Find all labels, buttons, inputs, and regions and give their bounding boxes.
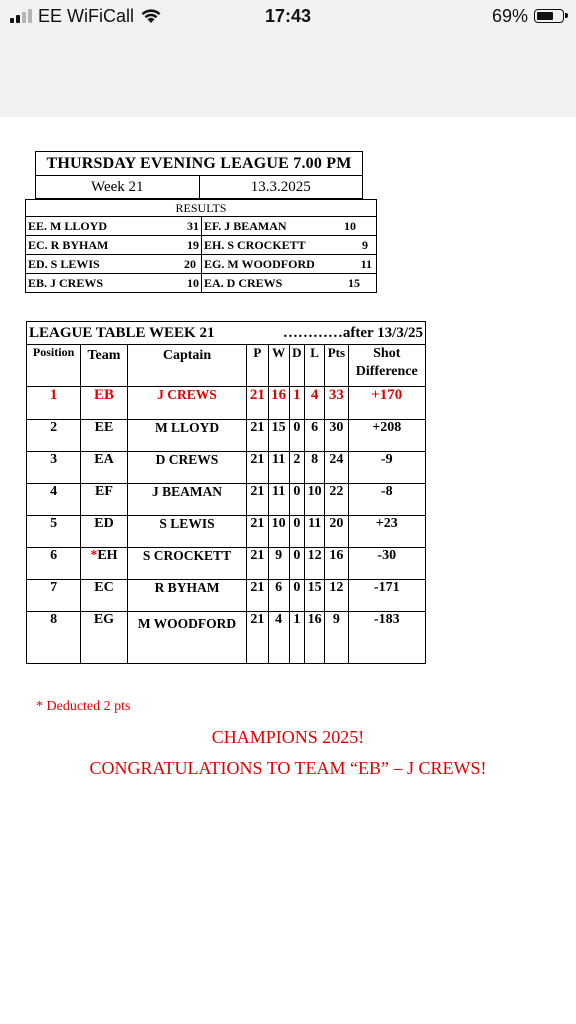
cell-team: *EH — [81, 548, 128, 580]
cell-diff: +208 — [348, 420, 425, 452]
standings — [27, 345, 425, 663]
cell-p: 21 — [247, 484, 268, 516]
col-l: L — [304, 345, 324, 387]
cell-captain: S LEWIS — [127, 516, 247, 548]
cell-d: 0 — [289, 516, 304, 548]
table-row — [27, 484, 425, 516]
cell-captain: D CREWS — [127, 452, 247, 484]
result-score: 10 — [344, 219, 356, 233]
cell-team: EC — [81, 580, 128, 612]
cell-w: 4 — [268, 612, 289, 663]
col-shot-diff — [348, 345, 425, 387]
cell-diff: -171 — [348, 580, 425, 612]
result-row — [26, 254, 376, 273]
col-w: W — [268, 345, 289, 387]
league-table-after: …………after 13/3/25 — [282, 325, 423, 341]
deduction-note: * Deducted 2 pts — [36, 699, 131, 714]
result-team: ED. S LEWIS — [28, 257, 100, 271]
result-score: 9 — [362, 238, 368, 252]
cell-p: 21 — [247, 516, 268, 548]
cell-diff: +23 — [348, 516, 425, 548]
header-week-date — [36, 176, 362, 198]
cell-pos: 6 — [27, 548, 81, 580]
cell-pos: 7 — [27, 580, 81, 612]
results-table — [25, 199, 377, 293]
cell-pos: 8 — [27, 612, 81, 663]
col-pts: Pts — [325, 345, 348, 387]
cell-pos: 4 — [27, 484, 81, 516]
table-row — [27, 580, 425, 612]
cell-d: 0 — [289, 484, 304, 516]
result-team: EC. R BYHAM — [28, 238, 109, 252]
status-right — [492, 5, 564, 27]
result-score: 19 — [187, 238, 199, 252]
table-row — [27, 612, 425, 663]
cell-d: 0 — [289, 420, 304, 452]
col-team: Team — [81, 345, 128, 387]
cell-diff: -30 — [348, 548, 425, 580]
result-team: EH. S CROCKETT — [204, 238, 306, 252]
clock: 17:43 — [264, 6, 312, 26]
cell-pos: 1 — [27, 387, 81, 420]
cell-p: 21 — [247, 387, 268, 420]
cell-w: 16 — [268, 387, 289, 420]
result-team: EB. J CREWS — [28, 276, 104, 290]
league-header — [35, 151, 363, 199]
result-score: 31 — [187, 219, 199, 233]
cell-pos: 5 — [27, 516, 81, 548]
cell-team: EE — [81, 420, 128, 452]
result-row — [26, 235, 376, 254]
cell-w: 15 — [268, 420, 289, 452]
cell-pos: 2 — [27, 420, 81, 452]
results-title: RESULTS — [26, 200, 376, 217]
cell-p: 21 — [247, 420, 268, 452]
cell-l: 11 — [304, 516, 324, 548]
cell-l: 8 — [304, 452, 324, 484]
col-shot-line2: Difference — [355, 364, 418, 379]
col-shot-line1: Shot — [373, 346, 401, 361]
cell-p: 21 — [247, 452, 268, 484]
battery-percent: 69% — [491, 5, 528, 26]
cell-diff: -183 — [348, 612, 425, 663]
cell-w: 9 — [268, 548, 289, 580]
result-score: 10 — [187, 276, 199, 290]
league-table-title — [27, 322, 425, 345]
cell-diff: -9 — [348, 452, 425, 484]
cell-d: 1 — [289, 612, 304, 663]
cell-team: EA — [81, 452, 128, 484]
cell-captain: M WOODFORD — [127, 612, 247, 663]
cell-team: EG — [81, 612, 128, 663]
table-row — [27, 420, 425, 452]
cell-diff: -8 — [348, 484, 425, 516]
result-score: 15 — [348, 276, 360, 290]
date-label: 13.3.2025 — [199, 176, 363, 198]
cell-l: 6 — [304, 420, 324, 452]
cell-p: 21 — [247, 548, 268, 580]
cell-captain: J CREWS — [127, 387, 247, 420]
cell-l: 16 — [304, 612, 324, 663]
cell-d: 2 — [289, 452, 304, 484]
result-team: EG. M WOODFORD — [204, 257, 315, 271]
cell-w: 10 — [268, 516, 289, 548]
cell-w: 11 — [268, 484, 289, 516]
cell-captain: J BEAMAN — [127, 484, 247, 516]
cell-team: ED — [81, 516, 128, 548]
cell-captain: M LLOYD — [127, 420, 247, 452]
table-row — [27, 387, 425, 420]
cell-team: EB — [81, 387, 128, 420]
cell-l: 15 — [304, 580, 324, 612]
cell-p: 21 — [247, 580, 268, 612]
cell-d: 1 — [289, 387, 304, 420]
cell-d: 0 — [289, 580, 304, 612]
table-row — [27, 452, 425, 484]
cell-l: 12 — [304, 548, 324, 580]
battery-icon — [534, 9, 564, 23]
cell-w: 11 — [268, 452, 289, 484]
cell-pts: 20 — [325, 516, 348, 548]
result-row — [26, 217, 376, 235]
cell-l: 4 — [304, 387, 324, 420]
cell-pos: 3 — [27, 452, 81, 484]
col-p: P — [247, 345, 268, 387]
result-row — [26, 273, 376, 292]
cell-d: 0 — [289, 548, 304, 580]
league-title: THURSDAY EVENING LEAGUE 7.00 PM — [36, 152, 362, 176]
cell-pts: 12 — [325, 580, 348, 612]
cell-p: 21 — [247, 612, 268, 663]
table-row — [27, 516, 425, 548]
cell-l: 10 — [304, 484, 324, 516]
cell-pts: 30 — [325, 420, 348, 452]
week-label: Week 21 — [90, 179, 144, 195]
result-team: EA. D CREWS — [204, 276, 283, 290]
col-position: Position — [27, 345, 81, 387]
result-score: 11 — [360, 257, 372, 271]
cell-pts: 24 — [325, 452, 348, 484]
result-team: EE. M LLOYD — [28, 219, 108, 233]
col-captain: Captain — [127, 345, 247, 387]
league-table-heading: LEAGUE TABLE WEEK 21 — [29, 325, 215, 341]
cell-pts: 9 — [325, 612, 348, 663]
col-d: D — [289, 345, 304, 387]
cell-captain: R BYHAM — [127, 580, 247, 612]
result-score: 20 — [184, 257, 196, 271]
cell-pts: 16 — [325, 548, 348, 580]
congratulations-banner: CONGRATULATIONS TO TEAM “EB” – J CREWS! — [89, 758, 487, 778]
cell-pts: 22 — [325, 484, 348, 516]
cell-pts: 33 — [325, 387, 348, 420]
result-team: EF. J BEAMAN — [204, 219, 287, 233]
league-table — [26, 321, 426, 664]
cell-diff: +170 — [348, 387, 425, 420]
champions-banner: CHAMPIONS 2025! — [211, 727, 365, 747]
carrier-label: EE WiFiCall — [38, 5, 135, 26]
cell-w: 6 — [268, 580, 289, 612]
cell-captain: S CROCKETT — [127, 548, 247, 580]
table-header-row — [27, 345, 425, 387]
status-bar — [0, 0, 576, 117]
cell-team: EF — [81, 484, 128, 516]
table-row — [27, 548, 425, 580]
